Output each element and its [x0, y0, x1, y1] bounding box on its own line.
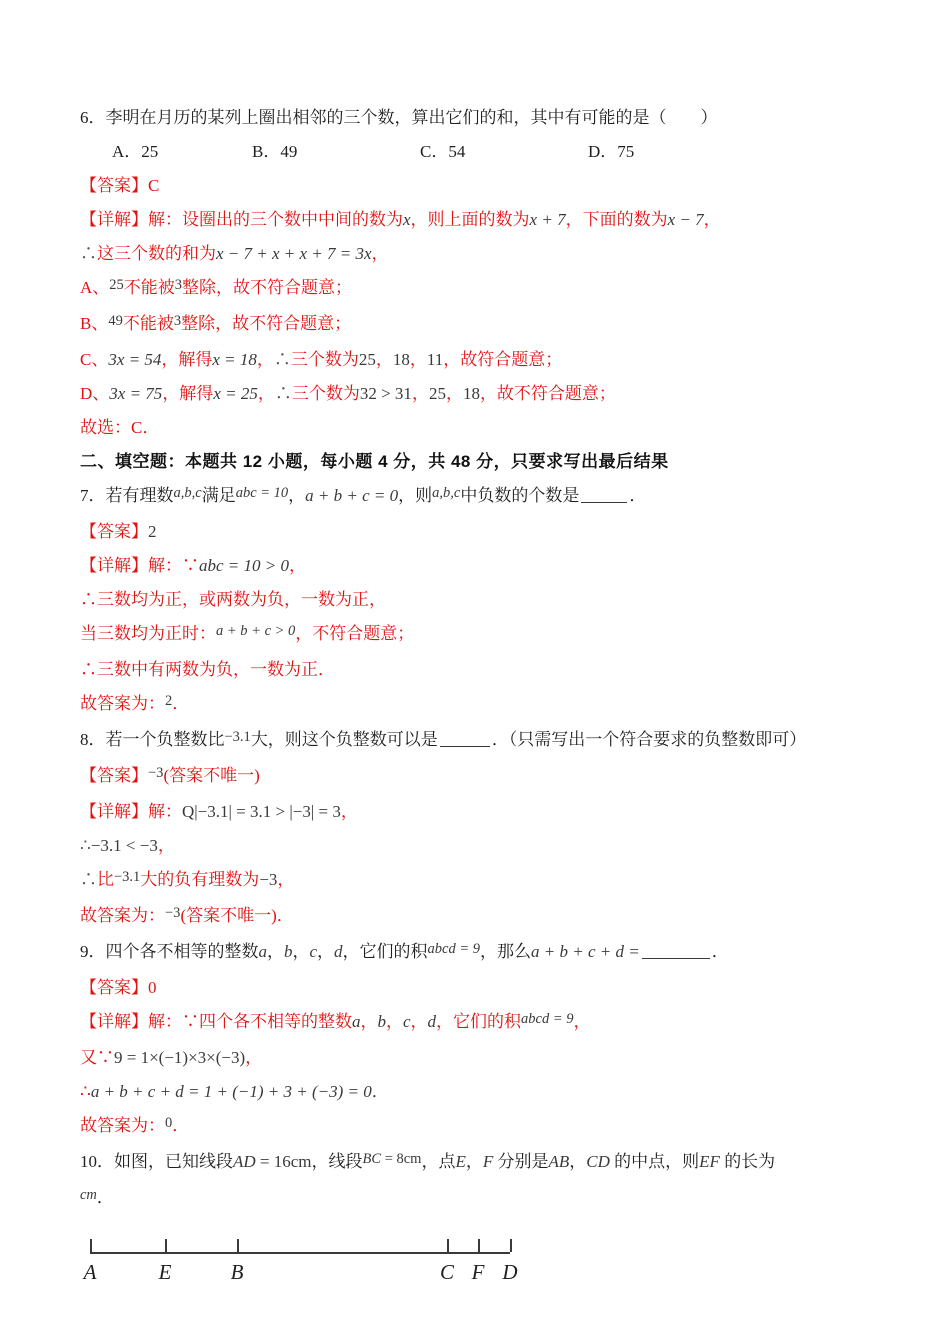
text-segment: 8．若一个负整数比	[80, 730, 225, 749]
text-segment: 3x = 54	[108, 350, 162, 369]
solution-9-line-3	[80, 1080, 884, 1103]
text-segment: ，	[340, 802, 358, 821]
text-segment: 18	[462, 384, 480, 403]
point-label-D: D	[502, 1260, 518, 1284]
point-label-A: A	[83, 1260, 97, 1284]
solution-9-line-1	[80, 1010, 884, 1035]
text-segment: ∴	[80, 244, 97, 263]
solution-7-line-3	[80, 622, 884, 647]
text-segment: ，它们的积	[342, 942, 428, 961]
text-segment: −3	[148, 765, 164, 781]
text-segment: 【详解】解：	[80, 802, 182, 821]
text-segment: ，	[257, 384, 275, 403]
text-segment: 故答案为：	[80, 906, 165, 925]
segment-baseline	[90, 1252, 510, 1254]
text-segment: 中负数的个数是	[460, 486, 580, 505]
question-10-unit	[80, 1186, 884, 1211]
text-segment: 整除，故不符合题意；	[181, 314, 352, 333]
text-segment: x − 7	[667, 210, 704, 229]
text-segment: −3	[165, 905, 181, 921]
text-segment: A、	[80, 278, 110, 297]
text-segment: ∴	[80, 870, 97, 889]
point-label-B: B	[230, 1260, 244, 1284]
text-segment: a	[258, 942, 267, 961]
solution-8-line-1	[80, 800, 884, 823]
text-segment: ∴	[80, 1082, 91, 1101]
text-segment: 0	[165, 1115, 173, 1131]
text-segment: (答案不唯一)．	[180, 906, 294, 925]
text-segment: EF	[699, 1152, 720, 1171]
text-segment: 49	[108, 313, 123, 329]
text-segment: ．	[629, 486, 647, 505]
text-segment: ∴	[273, 350, 291, 369]
text-segment: 比	[97, 870, 114, 889]
question-9	[80, 940, 884, 965]
text-segment: 当三数均为正时：	[80, 624, 216, 643]
text-segment: ，线段	[311, 1152, 363, 1171]
section-2-header	[80, 450, 884, 473]
text-segment: B、	[80, 314, 109, 333]
text-segment: ，	[360, 1012, 378, 1031]
text-segment: 故答案为：	[80, 1116, 165, 1135]
text-segment: ，	[409, 350, 427, 369]
text-segment: ，	[245, 1048, 263, 1067]
text-segment: 2	[148, 522, 157, 541]
text-segment: ，那么	[480, 942, 532, 961]
text-segment: −3.1	[224, 729, 251, 745]
solution-6-line-1	[80, 208, 884, 231]
conclusion-6	[80, 416, 884, 439]
conclusion-7	[80, 692, 884, 717]
text-segment: ，	[410, 1012, 428, 1031]
text-segment: ，解得	[161, 350, 213, 369]
text-segment: 不能被	[123, 278, 175, 297]
answer-9	[80, 976, 884, 999]
text-segment: 2	[165, 693, 173, 709]
text-segment: ，点	[421, 1152, 456, 1171]
text-segment: 3x = 75	[109, 384, 163, 403]
text-segment: x − 7 + x + x + 7 = 3x	[216, 244, 372, 263]
text-segment: b	[284, 942, 293, 961]
text-segment: 18	[392, 350, 410, 369]
text-segment: ，	[465, 1152, 483, 1171]
tick-mark-D	[510, 1239, 512, 1252]
text-segment: ．	[371, 1082, 389, 1101]
text-segment: 【详解】解：∵四个各不相等的整数	[80, 1012, 352, 1031]
text-segment: ，	[267, 942, 284, 961]
text-segment: 二、填空题：本题共 12 小题，每小题 4 分，共 48 分，只要求写出最后结果	[80, 452, 669, 471]
text-segment: ，则上面的数为	[410, 210, 530, 229]
text-segment: 故选：C．	[80, 418, 160, 437]
text-segment: ，故不符合题意；	[479, 384, 616, 403]
solution-7-line-1	[80, 554, 884, 577]
text-segment: −3.1	[114, 869, 141, 885]
question-8	[80, 728, 884, 753]
text-segment: 7．若有理数	[80, 486, 174, 505]
text-segment: 【答案】0	[80, 978, 157, 997]
text-segment: ，	[375, 350, 393, 369]
text-segment: ，	[289, 556, 306, 575]
answer-6	[80, 174, 884, 197]
text-segment: 3	[174, 277, 183, 293]
text-segment: Q|−3.1| = 3.1 > |−3| = 3	[182, 802, 341, 821]
text-segment: a + b + c + d = 1 + (−1) + 3 + (−3) = 0	[90, 1082, 372, 1101]
text-segment: 9．四个各不相等的整数	[80, 942, 259, 961]
text-segment: = 8cm	[381, 1151, 422, 1167]
solution-8-line-2	[80, 834, 884, 857]
question-10	[80, 1150, 884, 1175]
conclusion-8	[80, 904, 884, 929]
text-segment: b	[377, 1012, 386, 1031]
solution-8-line-3	[80, 868, 884, 893]
text-segment: c	[403, 1012, 411, 1031]
text-segment: a + b + c > 0	[216, 623, 296, 639]
text-segment: ．（只需写出一个符合要求的负整数即可）	[491, 730, 807, 749]
text-segment: 三个数为	[291, 384, 360, 403]
point-label-E: E	[158, 1260, 172, 1284]
text-segment: BC	[362, 1151, 382, 1167]
text-segment: 【答案】	[80, 522, 148, 541]
answer-8	[80, 764, 884, 789]
answer-blank	[440, 732, 490, 747]
text-segment: 32 > 31	[359, 384, 412, 403]
text-segment: 【详解】解：设圈出的三个数中中间的数为	[80, 210, 403, 229]
point-label-C: C	[439, 1260, 454, 1284]
text-segment: ，不符合题意；	[295, 624, 415, 643]
text-segment: 【答案】C	[80, 176, 160, 195]
tick-mark-C	[447, 1239, 449, 1252]
text-segment: a + b + c = 0	[305, 486, 399, 505]
text-segment: ∴	[80, 836, 91, 855]
text-segment: D、	[80, 384, 110, 403]
text-segment: C、	[80, 350, 109, 369]
text-segment: 【详解】解：∵	[80, 556, 199, 575]
option-c: C．54	[420, 142, 466, 161]
solution-9-line-2	[80, 1046, 884, 1069]
text-segment: ．	[172, 1116, 190, 1135]
text-segment: (答案不唯一)	[163, 766, 260, 785]
solution-6-line-5	[80, 348, 884, 371]
text-segment: ．	[96, 1188, 114, 1207]
text-segment: a + b + c + d =	[531, 942, 640, 961]
text-segment: ，	[288, 486, 306, 505]
solution-6-line-2	[80, 242, 884, 265]
text-segment: 的长为	[719, 1152, 776, 1171]
text-segment: 11	[426, 350, 444, 369]
text-segment: ，下面的数为	[565, 210, 668, 229]
solution-6-line-4	[80, 312, 884, 337]
text-segment: AB	[548, 1152, 570, 1171]
text-segment: 故答案为：	[80, 694, 165, 713]
option-a: A．25	[112, 142, 159, 161]
text-segment: ，	[703, 210, 721, 229]
text-segment: cm	[80, 1187, 97, 1203]
text-segment: 3	[173, 313, 182, 329]
solution-6-line-6	[80, 382, 884, 405]
solution-7-line-2	[80, 588, 884, 611]
text-segment: 大的负有理数为	[140, 870, 260, 889]
text-segment: d	[334, 942, 343, 961]
conclusion-9	[80, 1114, 884, 1139]
text-segment: x	[403, 210, 411, 229]
text-segment: 【答案】	[80, 766, 148, 785]
tick-mark-E	[165, 1239, 167, 1252]
text-segment: ，	[317, 942, 335, 961]
text-segment: a	[352, 1012, 361, 1031]
text-segment: ，	[573, 1012, 591, 1031]
text-segment: 分别是	[493, 1152, 549, 1171]
text-segment: ．	[172, 694, 190, 713]
text-segment: ，	[371, 244, 389, 263]
text-segment: ，	[411, 384, 429, 403]
text-segment: E	[455, 1152, 466, 1171]
text-segment: ，则	[398, 486, 433, 505]
option-b: B．49	[252, 142, 298, 161]
text-segment: CD	[586, 1152, 610, 1171]
text-segment: 25	[109, 277, 124, 293]
option-d: D．75	[588, 142, 635, 161]
text-segment: 10．如图，已知线段	[80, 1152, 233, 1171]
text-segment: 的中点，则	[609, 1152, 700, 1171]
text-segment: 这三个数的和为	[97, 244, 216, 263]
text-segment: −3.1 < −3	[90, 836, 158, 855]
answer-7	[80, 520, 884, 543]
text-segment: 整除，故不符合题意；	[182, 278, 353, 297]
text-segment: 6．李明在月历的某列上圈出相邻的三个数，算出它们的和，其中有可能的是（ ）	[80, 108, 718, 127]
text-segment: abcd = 9	[427, 941, 481, 957]
tick-mark-F	[478, 1239, 480, 1252]
text-segment: x = 25	[213, 384, 258, 403]
text-segment: = 16cm	[255, 1152, 312, 1171]
text-segment: abc = 10 > 0	[199, 556, 289, 575]
question-7	[80, 484, 884, 509]
point-label-F: F	[471, 1260, 485, 1284]
text-segment: ∴三数中有两数为负，一数为正．	[80, 660, 335, 679]
question-10-diagram	[80, 1222, 884, 1292]
tick-mark-A	[90, 1239, 92, 1252]
text-segment: ∴三数均为正，或两数为负，一数为正，	[80, 590, 386, 609]
text-segment: abcd = 9	[521, 1011, 574, 1027]
text-segment: ，	[256, 350, 274, 369]
question-6	[80, 106, 884, 129]
answer-blank	[581, 488, 627, 503]
text-segment: 满足	[201, 486, 236, 505]
text-segment: a,b,c	[432, 485, 461, 501]
text-segment: 大，则这个负整数可以是	[250, 730, 438, 749]
text-segment: 三个数为	[290, 350, 359, 369]
text-segment: ，	[157, 836, 175, 855]
text-segment: 25	[358, 350, 376, 369]
text-segment: AD	[233, 1152, 256, 1171]
question-6-options	[80, 140, 884, 163]
text-segment: ，	[292, 942, 310, 961]
text-segment: ．	[711, 942, 729, 961]
text-segment: ，故符合题意；	[443, 350, 563, 369]
text-segment: 9 = 1×(−1)×3×(−3)	[114, 1048, 246, 1067]
text-segment: x = 18	[212, 350, 257, 369]
text-segment: ，解得	[162, 384, 214, 403]
text-segment: F	[482, 1152, 494, 1171]
text-segment: 不能被	[122, 314, 174, 333]
text-segment: ，	[277, 870, 295, 889]
tick-mark-B	[237, 1239, 239, 1252]
text-segment: ，	[445, 384, 463, 403]
text-segment: ，它们的积	[436, 1012, 522, 1031]
text-segment: ，	[569, 1152, 587, 1171]
text-segment: a,b,c	[173, 485, 202, 501]
solution-6-line-3	[80, 276, 884, 301]
text-segment: abc = 10	[235, 485, 289, 501]
text-segment: 又∵	[80, 1048, 114, 1067]
text-segment: −3	[259, 870, 278, 889]
text-segment: ，	[386, 1012, 403, 1031]
text-segment: ∴	[274, 384, 292, 403]
answer-blank	[642, 944, 710, 959]
text-segment: c	[309, 942, 318, 961]
text-segment: x + 7	[529, 210, 566, 229]
solution-7-line-4	[80, 658, 884, 681]
text-segment: 25	[428, 384, 446, 403]
text-segment: d	[427, 1012, 437, 1031]
